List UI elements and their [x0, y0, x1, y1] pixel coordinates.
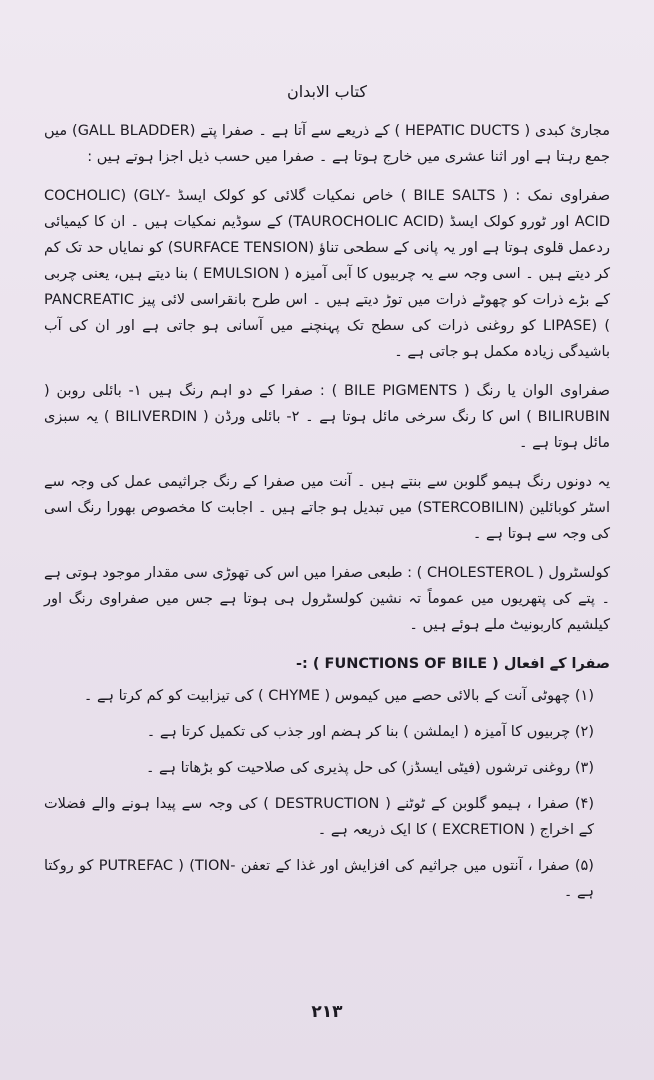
paragraph-stercobilin: یہ دونوں رنگ ہیمو گلوبن سے بنتے ہیں ۔ آنت میں صفرا کے رنگ جراثیمی عمل کی وجہ سے اسٹر کوبائلین (STERCOBILIN) میں تبدیل ہو جاتے ہیں ۔ اجابت کا مخصوص بھورا رنگ اسی کی وجہ سے ہوتا ہے ۔: [44, 474, 610, 542]
paragraph-bile-salts: صفراوی نمک : ( BILE SALTS ) خاص نمکیات گلائی کو کولک ایسڈ -GLY) (COCHOLIC ACID اور ٹورو کولک ایسڈ (TAUROCHOLIC ACID) کے سوڈیم نمکیات ہیں ۔ ان کا کیمیائی ردعمل قلوی ہوتا ہے اور یہ پانی کے سطحی تناؤ (SURFACE TENSION) کو نمایاں حد تک کم کر دیتے ہیں ۔ اسی وجہ سے یہ چربیوں کا آبی آمیزہ ( EMULSION ) بنا دیتے ہیں، یعنی چربی کے بڑے ذرات کو چھوٹے ذرات میں توڑ دیتے ہیں ۔ اس طرح بانقراسی لائی پیز PANCREATIC ) (LIPASE کو روغنی ذرات کی سطح تک پہنچنے میں آسانی ہو جاتی ہے اور ان کی آب باشیدگی زیادہ مکمل ہو جاتی ہے ۔: [44, 188, 611, 360]
function-item-2: (۲) چربیوں کا آمیزہ ( ایملشن ) بنا کر ہضم اور جذب کی تکمیل کرتا ہے ۔: [146, 724, 594, 740]
page-body: [44, 118, 610, 915]
running-header: کتاب الابدان: [286, 82, 368, 101]
paragraph-bile-pigments: صفراوی الوان یا رنگ ( BILE PIGMENTS ) : صفرا کے دو اہم رنگ ہیں ۱- بائلی روبن ( BILIRUBIN ) اس کا رنگ سرخی مائل ہوتا ہے ۔ ۲- بائلی ورڈن ( BILIVERDIN ) یہ سبزی مائل ہوتا ہے ۔: [44, 383, 610, 451]
function-item-1: (۱) چھوٹی آنت کے بالائی حصے میں کیموس ( CHYME ) کی تیزابیت کو کم کرتا ہے ۔: [83, 688, 594, 704]
paragraph-bile-route: مجاریٔ کبدی ( HEPATIC DUCTS ) کے ذریعے سے آتا ہے ۔ صفرا پتے (GALL BLADDER) میں جمع رہتا ہے اور اثنا عشری میں خارج ہوتا ہے ۔ صفرا میں حسب ذیل اجزا ہوتے ہیں :: [44, 123, 610, 165]
function-item-3: (۳) روغنی ترشوں (فیٹی ایسڈز) کی حل پذیری کی صلاحیت کو بڑھاتا ہے ۔: [145, 760, 594, 776]
page-number: ۲۱۳: [311, 1002, 343, 1022]
function-item-4: (۴) صفرا ، ہیمو گلوبن کے ٹوٹنے ( DESTRUCTION ) کی وجہ سے پیدا ہونے والے فضلات کے اخراج ( EXCRETION ) کا ایک ذریعہ ہے ۔: [44, 796, 595, 838]
functions-heading: صفرا کے افعال ( FUNCTIONS OF BILE ) :-: [296, 656, 610, 672]
function-item-5: (۵) صفرا ، آنتوں میں جراثیم کی افزایش اور غذا کے تعفن -PUTREFAC ) (TION کو روکتا ہے ۔: [44, 858, 594, 900]
paragraph-cholesterol: کولسٹرول ( CHOLESTEROL ) : طبعی صفرا میں اس کی تھوڑی سی مقدار موجود ہوتی ہے ۔ پتے کی پتھریوں میں عموماً تہ نشین کولسٹرول ہی ہوتا ہے جس میں صفراوی رنگ اور کیلشیم کاربونیٹ ملے ہوئے ہیں ۔: [44, 565, 610, 633]
